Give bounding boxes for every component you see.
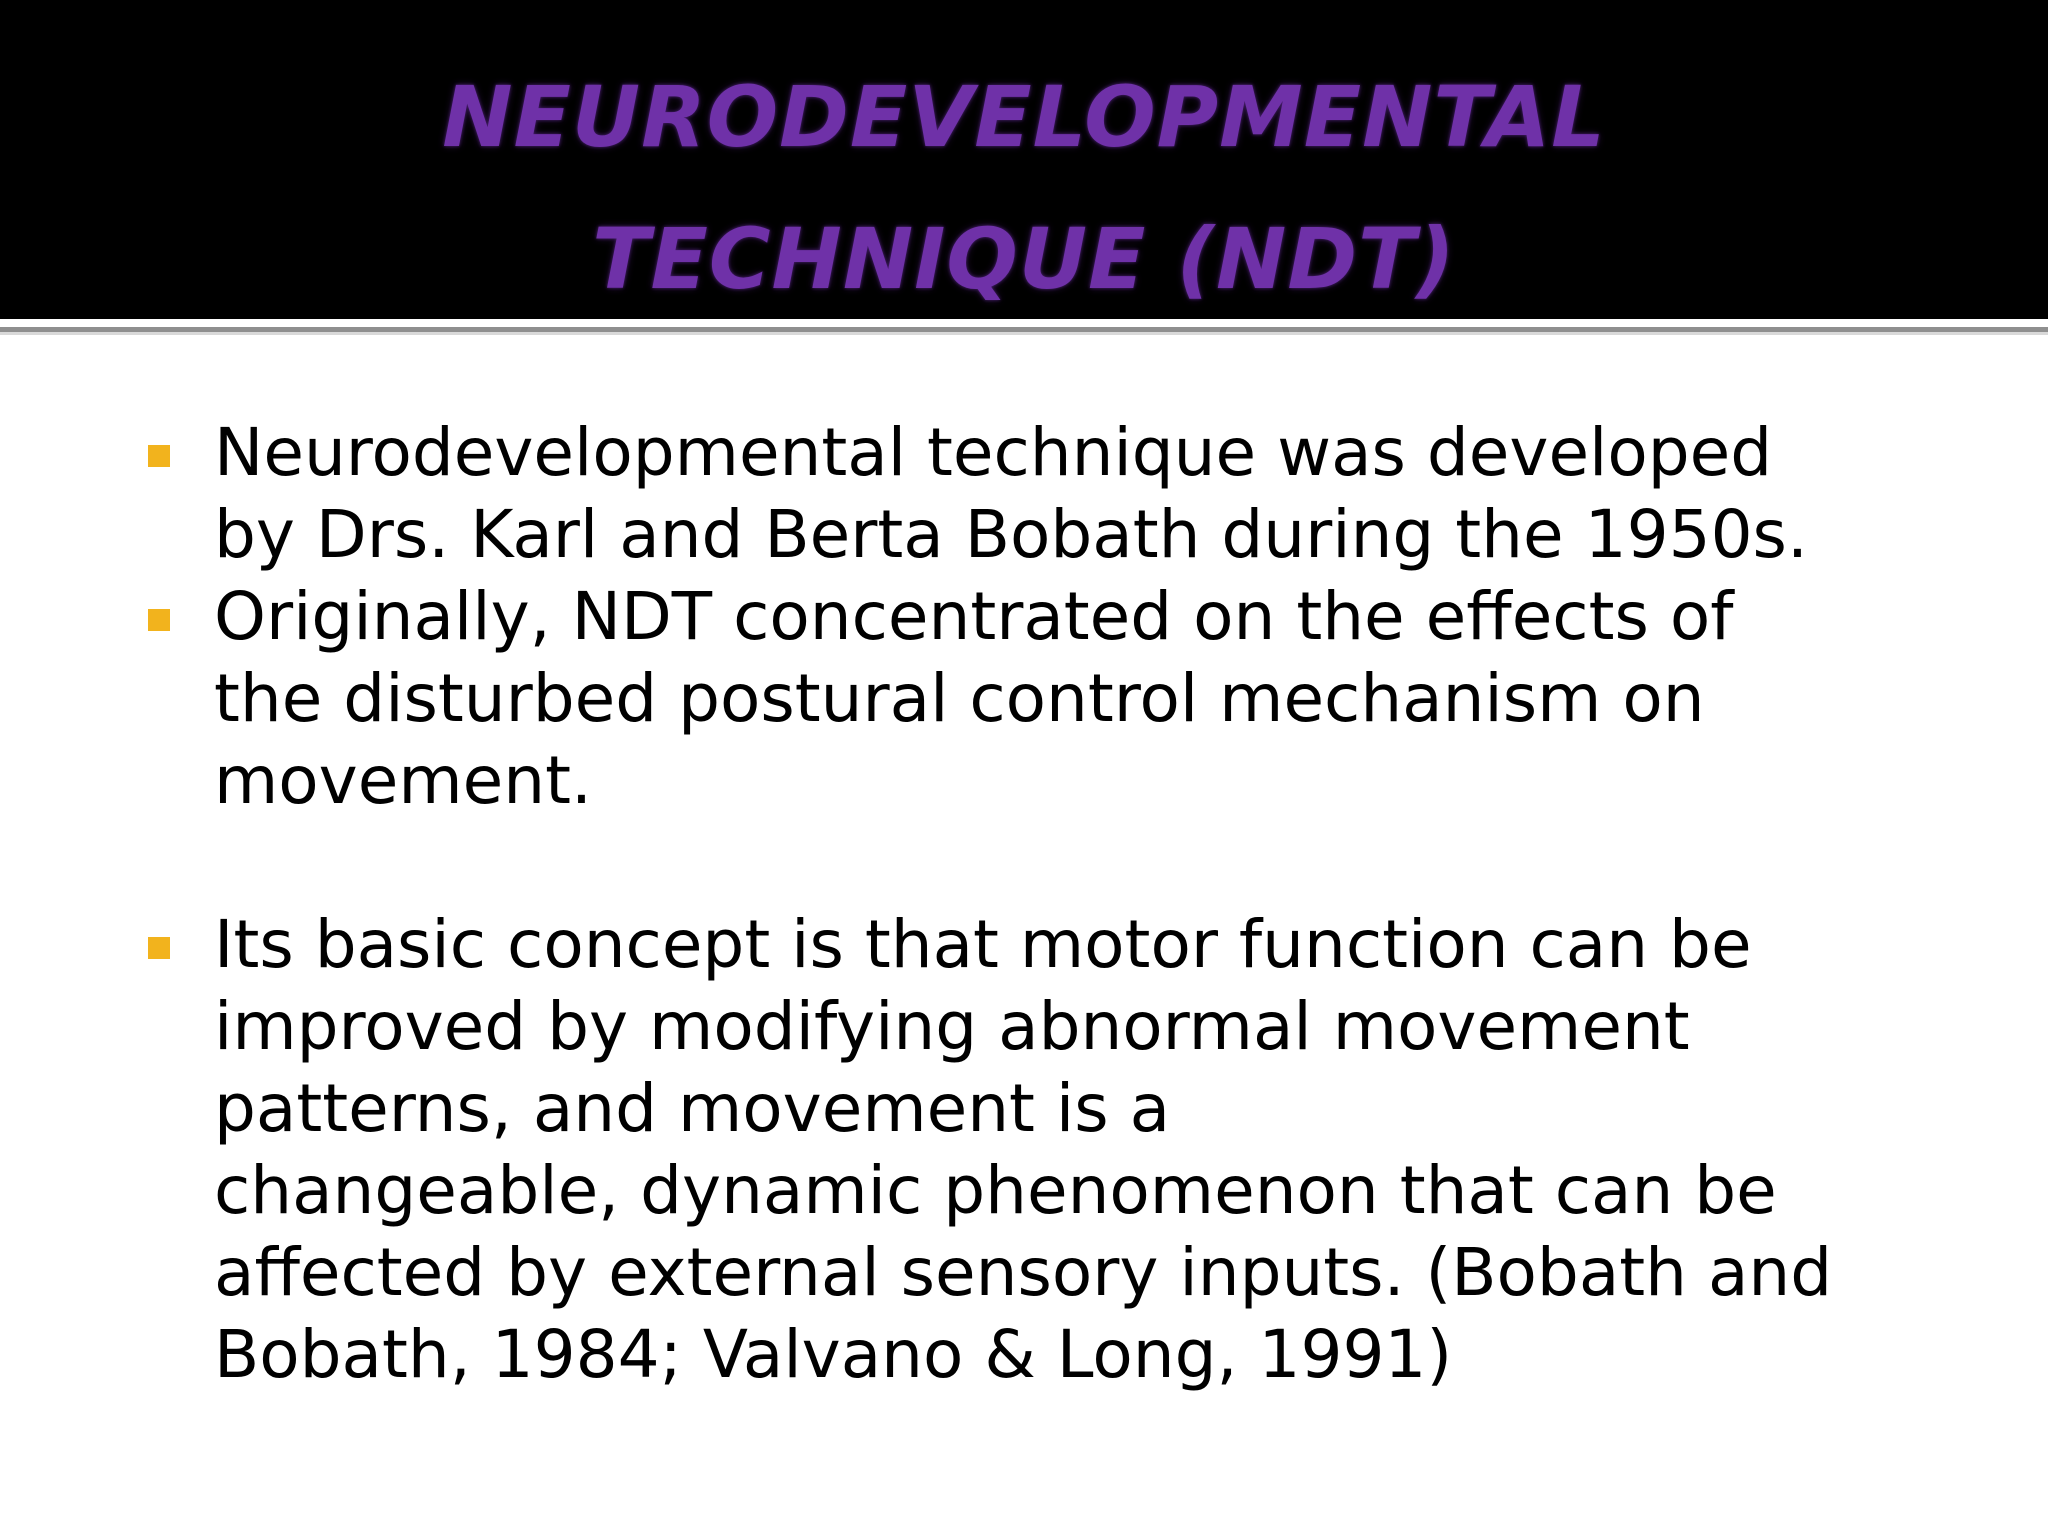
bullet-text: Its basic concept is that motor function can be improved by modifying abnormal movement patterns, and movement is a changeable, dynamic phenomenon that can be affected by external sensory inputs. (Bobath and Bobath, 1984; Valvano & Long, 1991) bbox=[214, 906, 1833, 1393]
square-bullet-icon bbox=[148, 445, 170, 467]
bullet-text: Originally, NDT concentrated on the effects of the disturbed postural control mechanism on movement. bbox=[214, 578, 1734, 819]
bullet-item bbox=[214, 412, 1974, 576]
bullet-text: Neurodevelopmental technique was developed by Drs. Karl and Berta Bobath during the 1950s. bbox=[214, 414, 1808, 573]
bullet-item bbox=[214, 576, 1974, 822]
slide-title-line: NEURODEVELOPMENTAL bbox=[442, 68, 1606, 166]
square-bullet-icon bbox=[148, 937, 170, 959]
bullet-item bbox=[214, 904, 1974, 1396]
slide-title-line: TECHNIQUE (NDT) bbox=[592, 210, 1456, 308]
square-bullet-icon bbox=[148, 609, 170, 631]
